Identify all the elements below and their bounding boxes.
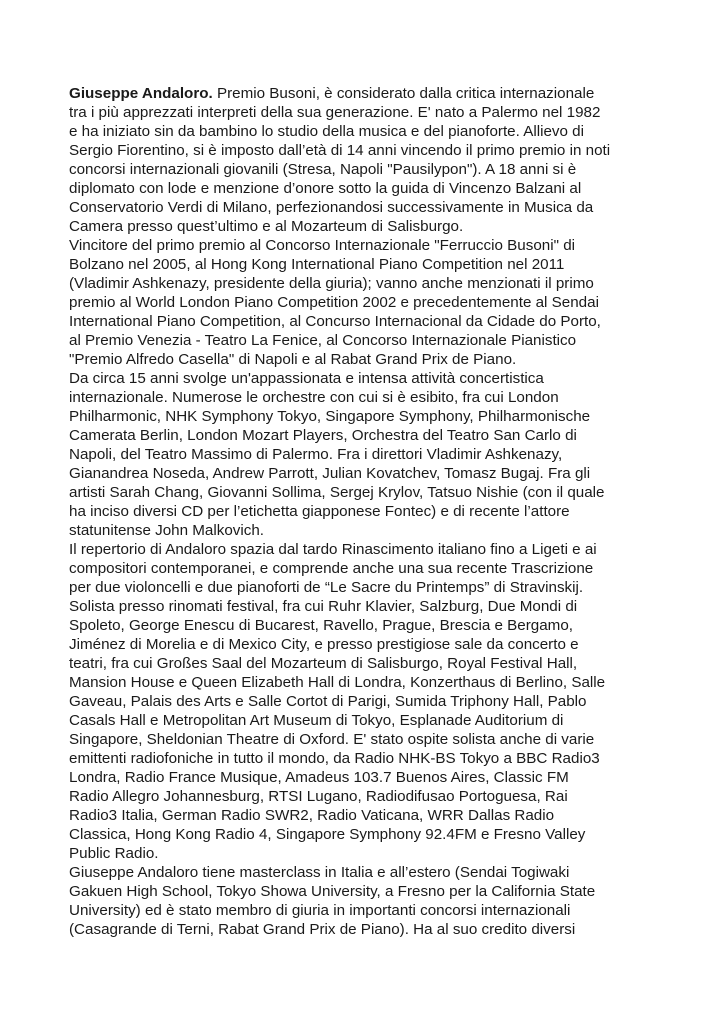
text-line: Da circa 15 anni svolge un'appassionata e intensa attività concertistica <box>69 370 544 387</box>
text-line: Gianandrea Noseda, Andrew Parrott, Julian Kovatchev, Tomasz Bugaj. Fra gli <box>69 465 591 482</box>
text-line: concorsi internazionali giovanili (Stresa, Napoli "Pausilypon"). A 18 anni si è <box>69 161 577 178</box>
text-line: per due violoncelli e due pianoforti de “Le Sacre du Printemps” di Stravinskij. <box>69 579 584 596</box>
text-line: Spoleto, George Enescu di Bucarest, Ravello, Prague, Brescia e Bergamo, <box>69 617 573 634</box>
text-line: Philharmonic, NHK Symphony Tokyo, Singapore Symphony, Philharmonische <box>69 408 591 425</box>
text-line: Radio3 Italia, German Radio SWR2, Radio Vaticana, WRR Dallas Radio <box>69 807 555 824</box>
text-line: Classica, Hong Kong Radio 4, Singapore Symphony 92.4FM e Fresno Valley <box>69 826 586 843</box>
text-line: Vincitore del primo premio al Concorso Internazionale "Ferruccio Busoni" di <box>69 237 576 254</box>
text-line: Conservatorio Verdi di Milano, perfezionandosi successivamente in Musica da <box>69 199 594 216</box>
text-line: Gakuen High School, Tokyo Showa University, a Fresno per la California State <box>69 883 596 900</box>
text-line: Sergio Fiorentino, si è imposto dall’età di 14 anni vincendo il primo premio in noti <box>69 142 611 159</box>
text-line: teatri, fra cui Großes Saal del Mozarteum di Salisburgo, Royal Festival Hall, <box>69 655 578 672</box>
text-line-rest: Premio Busoni, è considerato dalla critica internazionale <box>212 85 595 102</box>
author-name: Giuseppe Andaloro. <box>69 85 213 102</box>
text-line <box>69 84 669 103</box>
text-line: compositori contemporanei, e comprende anche una sua recente Trascrizione <box>69 560 594 577</box>
text-line: Public Radio. <box>69 845 159 862</box>
text-line: Londra, Radio France Musique, Amadeus 103.7 Buenos Aires, Classic FM <box>69 769 569 786</box>
text-line: Bolzano nel 2005, al Hong Kong International Piano Competition nel 2011 <box>69 256 565 273</box>
text-line: artisti Sarah Chang, Giovanni Sollima, Sergej Krylov, Tatsuo Nishie (con il quale <box>69 484 605 501</box>
text-line: International Piano Competition, al Concurso Internacional da Cidade do Porto, <box>69 313 601 330</box>
text-line: (Casagrande di Terni, Rabat Grand Prix de Piano). Ha al suo credito diversi <box>69 921 576 938</box>
text-line: Jiménez di Morelia e di Mexico City, e presso prestigiose sale da concerto e <box>69 636 579 653</box>
text-line: premio al World London Piano Competition 2002 e precedentemente al Sendai <box>69 294 599 311</box>
text-line: Radio Allegro Johannesburg, RTSI Lugano, Radiodifusao Portoguesa, Rai <box>69 788 568 805</box>
text-line: e ha iniziato sin da bambino lo studio della musica e del pianoforte. Allievo di <box>69 123 585 140</box>
text-line: tra i più apprezzati interpreti della sua generazione. E' nato a Palermo nel 1982 <box>69 104 601 121</box>
text-line: al Premio Venezia - Teatro La Fenice, al Concorso Internazionale Pianistico <box>69 332 577 349</box>
document-page <box>69 84 669 939</box>
text-line: Casals Hall e Metropolitan Art Museum di Tokyo, Esplanade Auditorium di <box>69 712 564 729</box>
text-line: Mansion House e Queen Elizabeth Hall di Londra, Konzerthaus di Berlino, Salle <box>69 674 606 691</box>
text-line: Gaveau, Palais des Arts e Salle Cortot di Parigi, Sumida Triphony Hall, Pablo <box>69 693 587 710</box>
text-line: Singapore, Sheldonian Theatre di Oxford. E' stato ospite solista anche di varie <box>69 731 595 748</box>
text-line: internazionale. Numerose le orchestre con cui si è esibito, fra cui London <box>69 389 559 406</box>
text-line: statunitense John Malkovich. <box>69 522 265 539</box>
text-line: Solista presso rinomati festival, fra cui Ruhr Klavier, Salzburg, Due Mondi di <box>69 598 578 615</box>
text-line: emittenti radiofoniche in tutto il mondo, da Radio NHK-BS Tokyo a BBC Radio3 <box>69 750 600 767</box>
text-line: "Premio Alfredo Casella" di Napoli e al Rabat Grand Prix de Piano. <box>69 351 517 368</box>
text-line: Camera presso quest’ultimo e al Mozarteum di Salisburgo. <box>69 218 464 235</box>
text-line: ha inciso diversi CD per l’etichetta giapponese Fontec) e di recente l’attore <box>69 503 570 520</box>
text-line: University) ed è stato membro di giuria in importanti concorsi internazionali <box>69 902 571 919</box>
text-line: Giuseppe Andaloro tiene masterclass in Italia e all’estero (Sendai Togiwaki <box>69 864 570 881</box>
text-line: diplomato con lode e menzione d’onore sotto la guida di Vincenzo Balzani al <box>69 180 582 197</box>
text-line: Camerata Berlin, London Mozart Players, Orchestra del Teatro San Carlo di <box>69 427 577 444</box>
text-line: Napoli, del Teatro Massimo di Palermo. Fra i direttori Vladimir Ashkenazy, <box>69 446 563 463</box>
text-line: (Vladimir Ashkenazy, presidente della giuria); vanno anche menzionati il primo <box>69 275 594 292</box>
text-line: Il repertorio di Andaloro spazia dal tardo Rinascimento italiano fino a Ligeti e ai <box>69 541 597 558</box>
